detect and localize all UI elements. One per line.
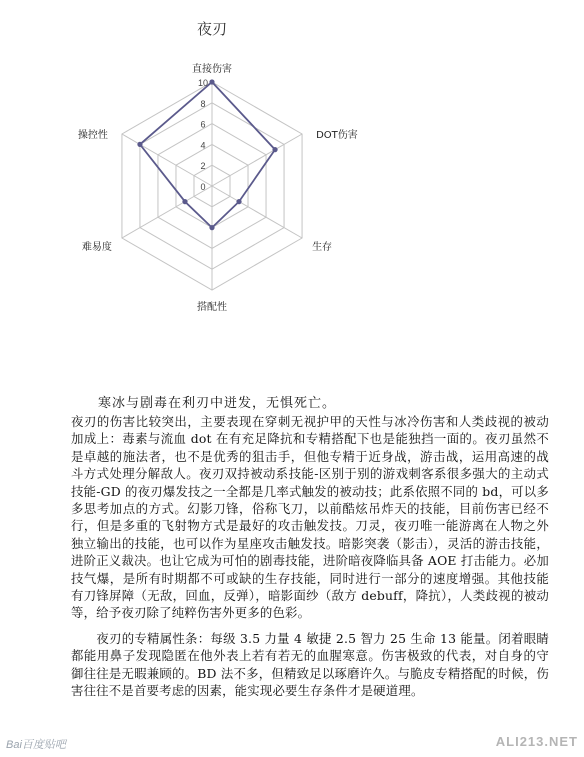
tick-label-0: 0 bbox=[200, 182, 206, 192]
baidu-watermark: Bai百度贴吧 bbox=[6, 739, 66, 751]
radar-tick-labels bbox=[198, 78, 208, 192]
radar-axes bbox=[122, 82, 302, 290]
series-point-4 bbox=[182, 199, 187, 204]
axis-label-2: 生存 bbox=[312, 242, 333, 253]
series-point-0 bbox=[209, 79, 214, 84]
axis-label-3: 搭配性 bbox=[197, 302, 227, 313]
axis-label-5: 操控性 bbox=[77, 130, 108, 141]
tick-label-8: 8 bbox=[200, 98, 206, 109]
radar-axis-labels bbox=[78, 62, 358, 313]
chart-title: 夜刃 bbox=[196, 21, 228, 38]
axis-spoke-1 bbox=[212, 134, 302, 186]
series-point-1 bbox=[272, 147, 277, 152]
ali213-watermark: ALI213.NET bbox=[495, 734, 578, 749]
tick-label-6: 6 bbox=[200, 119, 206, 130]
tick-label-4: 4 bbox=[200, 140, 206, 151]
attributes-paragraph: 夜刃的专精属性条：每级 3.5 力量 4 敏捷 2.5 智力 25 生命 13 能量。闭着眼睛都能用鼻子发现隐匿在他外表上若有若无的血腥寒意。伤害极致的代表，对自身的守御往往是无暇兼顾的。BD 法不多，但精致足以琢磨许久。与脆皮专精搭配的时候，伤害往往不是首要考虑的因素，能实现必要生存条件才是硬道理。 bbox=[71, 631, 549, 699]
axis-label-4: 难易度 bbox=[81, 242, 112, 253]
tick-label-2: 2 bbox=[200, 161, 206, 172]
series-point-2 bbox=[236, 199, 241, 204]
axis-spoke-4 bbox=[122, 186, 212, 238]
radar-series-polygon bbox=[140, 82, 275, 228]
description-paragraph: 夜刃的伤害比较突出，主要表现在穿刺无视护甲的天性与冰冷伤害和人类歧视的被动加成上：毒素与流血 dot 在有充足降抗和专精搭配下也是能独挡一面的。夜刃虽然不是卓越的施法者，也不是优秀的狙击手，但他专精于近身战，游击战，运用高速的战斗方式处理分解敌人。夜刃双持被动系技能-区别于别的游戏刺客系很多强大的主动式技能-GD 的夜刃爆发技之一全都是几率式触发的被动技；此系依照不同的 bd，可以多多思考加点的方式。幻影刀锋，俗称飞刀，以前酷炫吊炸天的技能，目前伤害已经不行，但是多重的飞射物方式是最好的攻击触发技。刀灵，夜刃唯一能游离在人物之外独立输出的技能，也可以作为星座攻击触发技。暗影突袭（影击），灵活的游击技能，进阶正义裁决。也让它成为可怕的剧毒技能，进阶暗夜降临具备 AOE 打击能力。必加技气爆，是所有时期都不可或缺的生存技能，同时进行一部分的速度增强。其他技能有刀锋屏障（无敌，回血，反弹），暗影面纱（敌方 debuff，降抗），人类歧视的被动等，给予夜刃除了纯粹伤害外更多的色彩。 bbox=[71, 414, 549, 621]
axis-label-1: DOT伤害 bbox=[316, 130, 358, 141]
tick-label-10: 10 bbox=[197, 78, 209, 88]
intro-line: 寒冰与剧毒在利刃中迸发，无惧死亡。 bbox=[98, 396, 337, 411]
axis-spoke-2 bbox=[212, 186, 302, 238]
series-point-5 bbox=[137, 142, 142, 147]
series-point-3 bbox=[209, 225, 214, 230]
axis-label-0: 直接伤害 bbox=[192, 64, 232, 75]
